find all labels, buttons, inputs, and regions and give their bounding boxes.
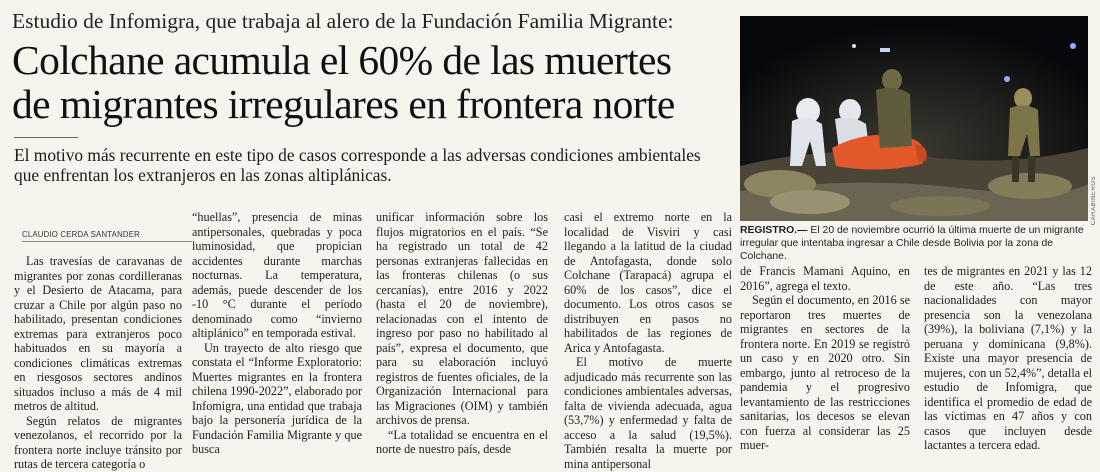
body-column-5 [740, 264, 910, 453]
body-column-1 [14, 254, 182, 472]
paragraph: “huellas”, presencia de minas antipersonales, quebradas y poca luminosidad, que propician accidentes durante marchas nocturnas. La temperatura, además, puede descender de los -10 °C durante el período denominado como “invierno altiplánico” en temporada estival. [192, 210, 362, 340]
paragraph: El motivo de muerte adjudicado más recurrente son las condiciones ambientales adversas, falta de vivienda adecuada, agua (53,7%) y enfermedad y falta de acceso a la salud (19,5%). También resalta la muerte por mina antipersonal [564, 355, 732, 471]
paragraph: casi el extremo norte en la localidad de Visviri y casi llegando a la latitud de la ciudad de Antofagasta, donde solo Colchane (Tarapacá) agrupa el 60% de los casos”, dice el documento. Los otros casos se distribuyen en pasos no habilitados de las regiones de Arica y Antofagasta. [564, 210, 732, 355]
night-rescue-scene-illustration [740, 16, 1088, 221]
paragraph: Un trayecto de alto riesgo que constata el “Informe Exploratorio: Muertes migrantes en la frontera chilena 1990-2022”, elaborado por Infomigra, una entidad que trabaja bajo la personería jurídica de la Fundación Familia Migrante y que busca [192, 340, 362, 456]
headline-divider [14, 137, 78, 138]
paragraph: Según relatos de migrantes venezolanos, el recorrido por la frontera norte incluye tránsito por rutas de tercera categoría o [14, 413, 182, 471]
body-column-6 [924, 264, 1092, 453]
paragraph: unificar información sobre los flujos migratorios en el país. “Se ha registrado un total de 42 personas extranjeras fallecidas en las fronteras chilenas (o sus cercanías), entre 2016 y 2022 (hasta el 20 de noviembre), relacionadas con el intento de ingreso por paso no habilitado al país”, expresa el documento, que para su elaboración incluyó registros de fuentes oficiales, de la Organización Internacional para las Migraciones (OIM) y también archivos de prensa. [376, 210, 548, 427]
body-column-4 [564, 210, 732, 471]
article-headline [12, 38, 732, 126]
headline-line-1: Colchane acumula el 60% de las muertes [12, 37, 672, 83]
paragraph: “La totalidad se encuentra en el norte de nuestro país, desde [376, 427, 548, 456]
paragraph: de Francis Mamani Aquino, en 2016”, agrega el texto. [740, 264, 910, 293]
article-kicker: Estudio de Infomigra, que trabaja al alero de la Fundación Familia Migrante: [12, 9, 674, 33]
paragraph: Según el documento, en 2016 se reportaron tres muertes de migrantes en sectores de la frontera norte. En 2019 se registró un caso y en 2020 otro. Sin embargo, junto al retroceso de la pandemia y el progresivo levantamiento de las restricciones sanitarias, los decesos se elevan con fuerza al considerar las 25 muer- [740, 293, 910, 452]
paragraph: Las travesías de caravanas de migrantes por zonas cordilleranas y el Desierto de Atacama, para cruzar a Chile por algún paso no habilitado, presentan condiciones extremas para extranjeros poco habituados en su mayoría a condiciones climáticas extremas en riesgosos sectores andinos situados incluso a más de 4 mil metros de altitud. [14, 254, 182, 413]
article-byline: CLAUDIO CERDA SANTANDER [22, 230, 192, 242]
body-column-2 [192, 210, 362, 457]
headline-line-2: de migrantes irregulares en frontera norte [12, 81, 675, 127]
photo-caption [740, 224, 1092, 263]
caption-label: REGISTRO.— [740, 225, 808, 236]
article-deck: El motivo más recurrente en este tipo de casos corresponde a las adversas condiciones ambientales que enfrentan los extranjeros en las zonas altiplánicas. [14, 145, 701, 185]
photo-credit: CARABINEROS [1091, 176, 1097, 226]
news-photo [740, 16, 1088, 221]
paragraph: tes de migrantes en 2021 y las 12 de este año. “Las tres nacionalidades con mayor presencia son la venezolana (39%), la boliviana (7,1%) y la peruana y dominicana (9,8%). Existe una mayor presencia de mujeres, con un 52,4%”, detalla el estudio de Infomigra, que identifica el promedio de edad de las víctimas en 47 años y con casos que incluyen desde lactantes a tercera edad. [924, 264, 1092, 452]
body-column-3 [376, 210, 548, 457]
caption-text: El 20 de noviembre ocurrió la última muerte de un migrante irregular que intentaba ingresar a Chile desde Bolivia por la zona de Colchane. [740, 225, 1084, 262]
